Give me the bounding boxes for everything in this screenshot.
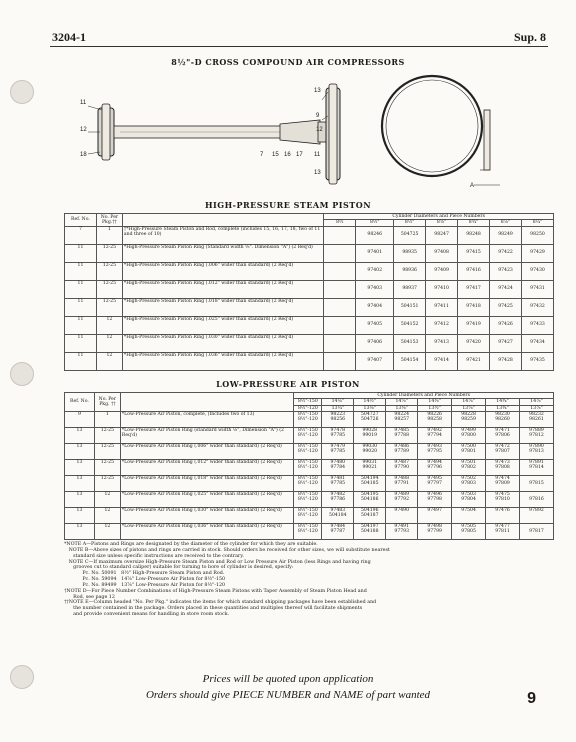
value-cell: 98249 — [490, 226, 522, 244]
size-cell: 8½"-150 8½"-120 — [294, 475, 322, 491]
diagram-label: 11 — [80, 100, 87, 106]
value-cell: 99031 99021 — [354, 459, 386, 475]
value-cell: 97407 — [356, 352, 394, 370]
size-header: 8½" — [394, 220, 426, 226]
supplement-number: Sup. 8 — [513, 30, 546, 44]
value-cell: 97497 — [418, 507, 452, 523]
value-cell: 98226 98258 — [418, 411, 452, 427]
value-cell: 98246 — [356, 226, 394, 244]
table-row — [65, 334, 554, 352]
value-cell: 97501 97802 — [452, 459, 486, 475]
size-header: 14½" — [354, 399, 386, 405]
hp-table — [64, 213, 554, 371]
table-row — [65, 523, 554, 539]
value-cell: 504195 504186 — [354, 491, 386, 507]
value-cell: 97475 97810 — [486, 491, 520, 507]
value-cell: 97429 — [521, 244, 553, 262]
table-row — [65, 411, 554, 427]
table-row — [65, 280, 554, 298]
pkg-cell: 12-25 — [96, 298, 122, 316]
value-cell: 97405 — [356, 316, 394, 334]
size-header: 14¾" — [486, 399, 520, 405]
description-cell: *Low-Pressure Air Piston Ring (.036" wider than standard) (2 Req'd) — [120, 523, 293, 539]
pkg-cell: 12-25 — [94, 427, 120, 443]
table-row — [65, 475, 554, 491]
diagram-label: 9 — [316, 113, 320, 119]
value-cell: 97428 — [490, 352, 522, 370]
value-cell: 97500 97801 — [452, 443, 486, 459]
value-cell: 97496 97798 — [418, 491, 452, 507]
size-cell: 8½"-150 8½"-120 — [294, 507, 322, 523]
diagram-label: 7 — [260, 152, 264, 158]
diagram-label: 17 — [296, 152, 303, 158]
size-header: 13¾" — [486, 405, 520, 411]
size-header: 14⅞" — [519, 399, 553, 405]
value-cell: 97432 — [521, 298, 553, 316]
value-cell: 97504 — [452, 507, 486, 523]
value-cell: 97503 97804 — [452, 491, 486, 507]
col-pkg: No. Per Pkg.†† — [96, 214, 122, 227]
size-cell: 8½"-150 8½"-120 — [294, 443, 322, 459]
value-cell: 97417 — [458, 280, 490, 298]
value-cell: 97435 — [521, 352, 553, 370]
value-cell — [324, 352, 356, 370]
value-cell: 97477 97811 — [486, 523, 520, 539]
value-cell: 97490 — [386, 507, 418, 523]
col-description — [122, 214, 323, 227]
size-header: 14⅞" — [452, 399, 486, 405]
pkg-cell: 1 — [94, 411, 120, 427]
value-cell: 504152 — [394, 316, 426, 334]
page-title: 8½"-D CROSS COMPOUND AIR COMPRESSORS — [171, 57, 405, 67]
table-row — [65, 427, 554, 443]
value-cell: 97410 — [426, 280, 458, 298]
col-group: Cylinder Diameters and Piece Numbers — [294, 393, 554, 399]
size-header: 8⅞" — [490, 220, 522, 226]
value-cell: 97505 97805 — [452, 523, 486, 539]
diagram-label: 15 — [272, 152, 279, 158]
table-row — [65, 459, 554, 475]
size-header: 8½" — [356, 220, 394, 226]
value-cell: 97473 97808 — [486, 459, 520, 475]
ref-cell: 13 — [65, 491, 95, 507]
value-cell — [324, 262, 356, 280]
value-cell: 504151 — [394, 298, 426, 316]
size-header: 13⅛" — [354, 405, 386, 411]
col-group: Cylinder Diameters and Piece Numbers — [324, 214, 554, 220]
value-cell: 97425 — [490, 298, 522, 316]
value-cell: 504154 — [394, 352, 426, 370]
value-cell: 97416 — [458, 262, 490, 280]
size-header: 13⅜" — [386, 405, 418, 411]
table-row — [65, 244, 554, 262]
note-e: ††NOTE E—Column headed "No. Per Pkg." indicates the items for which standard shipping packages have been established and the number contained in the package. Orders placed in these quantities and multiples thereof will facilitate shipments and provide convenient means for handling in store room stock. — [64, 600, 377, 618]
value-cell: 97892 — [519, 507, 553, 523]
description-cell: *High-Pressure Steam Piston Ring (.025" wider than standard) (2 Req'd) — [122, 316, 323, 334]
value-cell: 97418 — [458, 298, 490, 316]
value-cell: 97401 — [356, 244, 394, 262]
lp-table — [64, 392, 554, 540]
pkg-cell: 12 — [96, 334, 122, 352]
value-cell: 98935 — [394, 244, 426, 262]
size-header: 8⅝" — [426, 220, 458, 226]
pkg-cell: 12-25 — [96, 244, 122, 262]
pkg-cell: 12 — [96, 352, 122, 370]
value-cell — [324, 226, 356, 244]
value-cell: 97485 97788 — [386, 427, 418, 443]
value-cell: 97484 97787 — [322, 523, 354, 539]
description-cell: *Low-Pressure Air Piston Ring (.012" wider than standard) (2 Req'd) — [120, 459, 293, 475]
value-cell — [324, 334, 356, 352]
value-cell: 97430 — [521, 262, 553, 280]
value-cell: 97420 — [458, 334, 490, 352]
value-cell: 97474 97809 — [486, 475, 520, 491]
value-cell: 97890 97813 — [519, 443, 553, 459]
value-cell: 97499 97800 — [452, 427, 486, 443]
value-cell: 97816 — [519, 491, 553, 507]
note-c: NOTE C—If maximum oversize High-Pressure Steam Piston and Rod or Low Pressure Air Piston (less Rings and having ring grooves cut to standard caliper) suitable for turning to bore of cylinder is desired, specify: Pc. No. 50091 8½" High-Pressure Steam Piston and Rod. Pc. No. 59094 14⅞" Low-Pressure Air Piston for 8½"-150 Pc. No. 89499 13⅞" Low-Pressure Air Piston for 8½"-120 — [68, 559, 371, 588]
value-cell: 97479 97785 — [322, 443, 354, 459]
size-header: 14⅜" — [418, 399, 452, 405]
piston-diagram — [60, 70, 530, 195]
table-row — [65, 226, 554, 244]
value-cell: 97478 97785 — [322, 427, 354, 443]
ref-cell: 9 — [65, 411, 95, 427]
value-cell: 98232 98261 — [519, 411, 553, 427]
value-cell: 98223 98256 — [322, 411, 354, 427]
value-cell: 97817 — [519, 523, 553, 539]
diagram-label: 13 — [314, 170, 321, 176]
size-cell: 8½"-150 8½"-120 — [294, 427, 322, 443]
size-cell: 8½"-150 8½"-120 — [294, 523, 322, 539]
col-ref: Ref. No. — [65, 393, 95, 412]
value-cell: 97483 504184 — [322, 507, 354, 523]
value-cell: 97408 — [426, 244, 458, 262]
pkg-cell: 12-25 — [96, 262, 122, 280]
value-cell: 504153 — [394, 334, 426, 352]
col-description — [120, 393, 293, 412]
size-header: 14⅝" — [386, 399, 418, 405]
value-cell: 97471 97806 — [486, 427, 520, 443]
ref-cell: 13 — [65, 507, 95, 523]
catalog-section-number: 3204-1 — [52, 30, 86, 44]
value-cell: 99030 99020 — [354, 443, 386, 459]
diagram-label: 12 — [80, 127, 87, 133]
note-d: †NOTE D—For Piece Number Combinations of High-Pressure Steam Pistons with Taper Assembly of Steam Piston Head and Rod, see page 12 — [64, 588, 367, 600]
value-cell: 97891 97814 — [519, 459, 553, 475]
diagram-label: 13 — [314, 88, 321, 94]
lp-section-title: LOW-PRESSURE AIR PISTON — [216, 379, 360, 389]
size-cell: 8½"-150 8½"-120 — [294, 459, 322, 475]
value-cell: 97492 97794 — [418, 427, 452, 443]
description-cell: *Low-Pressure Air Piston Ring (.006" wider than standard) (2 Req'd) — [120, 443, 293, 459]
value-cell: 504727 504726 — [354, 411, 386, 427]
value-cell — [324, 298, 356, 316]
pkg-cell: 12-25 — [96, 280, 122, 298]
ref-cell: 13 — [65, 427, 95, 443]
value-cell: 97433 — [521, 316, 553, 334]
diagram-label: 18 — [80, 152, 87, 158]
size-cell: 8½"-150 8½"-120 — [294, 411, 322, 427]
size-cell: 8½"-150 8½"-120 — [294, 491, 322, 507]
value-cell: 97413 — [426, 334, 458, 352]
value-cell: 97412 — [426, 316, 458, 334]
ref-cell: 11 — [65, 352, 97, 370]
ref-cell: 11 — [65, 244, 97, 262]
value-cell: 97409 — [426, 262, 458, 280]
value-cell: 97472 97807 — [486, 443, 520, 459]
pkg-cell: 12 — [94, 507, 120, 523]
pkg-cell: 12-25 — [94, 475, 120, 491]
value-cell: 504194 504185 — [354, 475, 386, 491]
table-row — [65, 298, 554, 316]
value-cell: 97482 97786 — [322, 491, 354, 507]
table-row — [65, 491, 554, 507]
value-cell: 97402 — [356, 262, 394, 280]
ref-cell: 11 — [65, 334, 97, 352]
value-cell: 98937 — [394, 280, 426, 298]
description-cell: *High-Pressure Steam Piston Ring (.006" wider than standard) (2 Req'd) — [122, 262, 323, 280]
description-cell: *Low-Pressure Air Piston Ring (.030" wider than standard) (2 Req'd) — [120, 507, 293, 523]
value-cell: 97488 97791 — [386, 475, 418, 491]
size-header: 8¾" — [458, 220, 490, 226]
description-cell: *Low-Pressure Air Piston, complete, (Includes two of 13) — [120, 411, 293, 427]
diagram-label: 12 — [316, 127, 323, 133]
description-cell: †*High-Pressure Steam Piston and Rod, complete (includes 15, 16, 17, 18, two of 11 and three of 10) — [122, 226, 323, 244]
value-cell: 99028 99019 — [354, 427, 386, 443]
ref-cell: 11 — [65, 298, 97, 316]
value-cell: 97889 97812 — [519, 427, 553, 443]
value-cell: 97487 97790 — [386, 459, 418, 475]
table-row — [65, 507, 554, 523]
value-cell: 98250 — [521, 226, 553, 244]
value-cell: 97431 — [521, 280, 553, 298]
value-cell: 98247 — [426, 226, 458, 244]
table-row — [65, 443, 554, 459]
description-cell: *High-Pressure Steam Piston Ring (.012" wider than standard) (2 Req'd) — [122, 280, 323, 298]
ref-cell: 11 — [65, 280, 97, 298]
ref-cell: 13 — [65, 443, 95, 459]
ref-cell: 7 — [65, 226, 97, 244]
diagram-label: 16 — [284, 152, 291, 158]
pkg-cell: 12-25 — [94, 443, 120, 459]
value-cell: 97495 97797 — [418, 475, 452, 491]
value-cell: 97480 97784 — [322, 459, 354, 475]
value-cell: 97494 97796 — [418, 459, 452, 475]
size-header: 13¼" — [322, 405, 354, 411]
note-b: NOTE B—Above sizes of pistons and rings are carried in stock. Should orders be received for other sizes, we will substitute nearest standard size unless specific instructions are received to the contrary. — [68, 547, 390, 559]
value-cell: 97815 — [519, 475, 553, 491]
size-header: 8¼" — [521, 220, 553, 226]
page-number: 9 — [527, 690, 536, 707]
value-cell: 97415 — [458, 244, 490, 262]
value-cell: 504196 504187 — [354, 507, 386, 523]
value-cell: 97489 97792 — [386, 491, 418, 507]
value-cell: 97419 — [458, 316, 490, 334]
dimension-a-label: A — [470, 183, 475, 189]
value-cell: 97422 — [490, 244, 522, 262]
value-cell: 97476 — [486, 507, 520, 523]
value-cell: 98224 98257 — [386, 411, 418, 427]
description-cell: *High-Pressure Steam Piston Ring (.018" wider than standard) (2 Req'd) — [122, 298, 323, 316]
value-cell — [324, 316, 356, 334]
pkg-cell: 1 — [96, 226, 122, 244]
value-cell: 97424 — [490, 280, 522, 298]
value-cell: 97493 97795 — [418, 443, 452, 459]
value-cell: 97427 — [490, 334, 522, 352]
ref-cell: 11 — [65, 316, 97, 334]
col-pkg: No. Per Pkg. †† — [94, 393, 120, 412]
value-cell: 97406 — [356, 334, 394, 352]
value-cell: 98248 — [458, 226, 490, 244]
footer-prices: Prices will be quoted upon application — [202, 673, 374, 685]
table-row — [65, 316, 554, 334]
value-cell — [324, 244, 356, 262]
table-row — [65, 352, 554, 370]
footer-order-instructions: Orders should give PIECE NUMBER and NAME of part wanted — [145, 689, 431, 701]
ref-cell: 13 — [65, 523, 95, 539]
value-cell: 98936 — [394, 262, 426, 280]
value-cell: 97414 — [426, 352, 458, 370]
size-header: 8½"-150 — [294, 399, 322, 405]
hp-section-title: HIGH-PRESSURE STEAM PISTON — [204, 200, 372, 210]
pkg-cell: 12 — [94, 523, 120, 539]
table-row — [65, 262, 554, 280]
description-cell: *High-Pressure Steam Piston Ring (.030" wider than standard) (2 Req'd) — [122, 334, 323, 352]
value-cell: 97404 — [356, 298, 394, 316]
description-cell: *Low-Pressure Air Piston Ring (.018" wider than standard) (2 Req'd) — [120, 475, 293, 491]
description-cell: *Low-Pressure Air Piston Ring (standard width ⅛", Dimension "A") (2 Req'd) — [120, 427, 293, 443]
value-cell — [324, 280, 356, 298]
size-header: 13⅞" — [519, 405, 553, 411]
value-cell: 97434 — [521, 334, 553, 352]
size-header: 13⅝" — [452, 405, 486, 411]
pkg-cell: 12 — [94, 491, 120, 507]
description-cell: *Low-Pressure Air Piston Ring (.025" wider than standard) (2 Req'd) — [120, 491, 293, 507]
value-cell: 97486 97789 — [386, 443, 418, 459]
value-cell: 97411 — [426, 298, 458, 316]
header-rule — [50, 46, 548, 47]
notes-block — [64, 542, 554, 618]
value-cell: 97423 — [490, 262, 522, 280]
size-header: 8½"-120 — [294, 405, 322, 411]
size-header: 8½ — [324, 220, 356, 226]
value-cell: 504725 — [394, 226, 426, 244]
col-ref: Ref. No. — [65, 214, 97, 227]
value-cell: 97403 — [356, 280, 394, 298]
value-cell: 98230 98260 — [486, 411, 520, 427]
value-cell: 97421 — [458, 352, 490, 370]
pkg-cell: 12-25 — [94, 459, 120, 475]
note-a: *NOTE A—Pistons and Rings are designated by the diameter of the cylinder for which they are suitable. — [64, 542, 318, 547]
value-cell: 97481 97785 — [322, 475, 354, 491]
value-cell: 97502 97803 — [452, 475, 486, 491]
value-cell: 97491 97793 — [386, 523, 418, 539]
punch-hole — [10, 80, 34, 104]
ref-cell: 13 — [65, 475, 95, 491]
ref-cell: 13 — [65, 459, 95, 475]
value-cell: 504197 504188 — [354, 523, 386, 539]
description-cell: *High-Pressure Steam Piston Ring (.036" wider than standard) (2 Req'd) — [122, 352, 323, 370]
size-header: 14⅛" — [322, 399, 354, 405]
ref-cell: 11 — [65, 262, 97, 280]
size-header: 13½" — [418, 405, 452, 411]
value-cell: 97498 97799 — [418, 523, 452, 539]
value-cell: 97426 — [490, 316, 522, 334]
value-cell: 98228 98259 — [452, 411, 486, 427]
diagram-label: 11 — [314, 152, 321, 158]
description-cell: *High-Pressure Steam Piston Ring (Standard width ⅛". Dimension "A") (2 Req'd) — [122, 244, 323, 262]
pkg-cell: 12 — [96, 316, 122, 334]
